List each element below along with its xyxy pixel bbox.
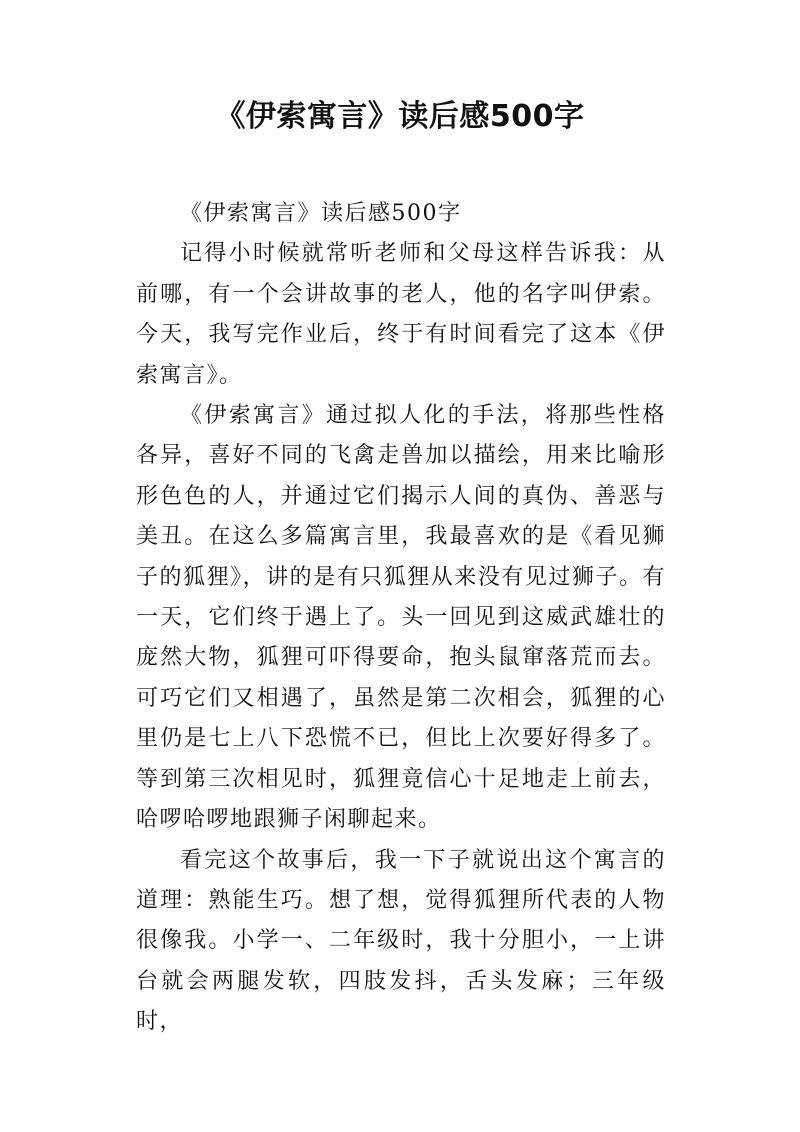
subtitle-paragraph: 《伊索寓言》读后感500字	[180, 201, 462, 226]
paragraph-intro: 记得小时候就常听老师和父母这样告诉我：从前哪，有一个会讲故事的老人，他的名字叫伊索。今天，我写完作业后，终于有时间看完了这本《伊索寓言》。	[136, 241, 666, 388]
page-title: 《伊索寓言》读后感500字	[215, 99, 585, 134]
paragraph-reflection: 看完这个故事后，我一下子就说出这个寓言的道理：熟能生巧。想了想，觉得狐狸所代表的人物很像我。小学一、二年级时，我十分胆小，一上讲台就会两腿发软，四肢发抖，舌头发麻；三年级时，	[136, 847, 666, 1035]
article-body	[136, 194, 666, 1043]
paragraph-story: 《伊索寓言》通过拟人化的手法，将那些性格各异，喜好不同的飞禽走兽加以描绘，用来比喻形形色色的人，并通过它们揭示人间的真伪、善恶与美丑。在这么多篇寓言里，我最喜欢的是《看见狮子的狐狸》，讲的是有只狐狸从来没有见过狮子。有一天，它们终于遇上了。头一回见到这威武雄壮的庞然大物，狐狸可吓得要命，抱头鼠窜落荒而去。可巧它们又相遇了，虽然是第二次相会，狐狸的心里仍是七上八下恐慌不已，但比上次要好得多了。等到第三次相见时，狐狸竟信心十足地走上前去，哈啰哈啰地跟狮子闲聊起来。	[136, 403, 666, 833]
